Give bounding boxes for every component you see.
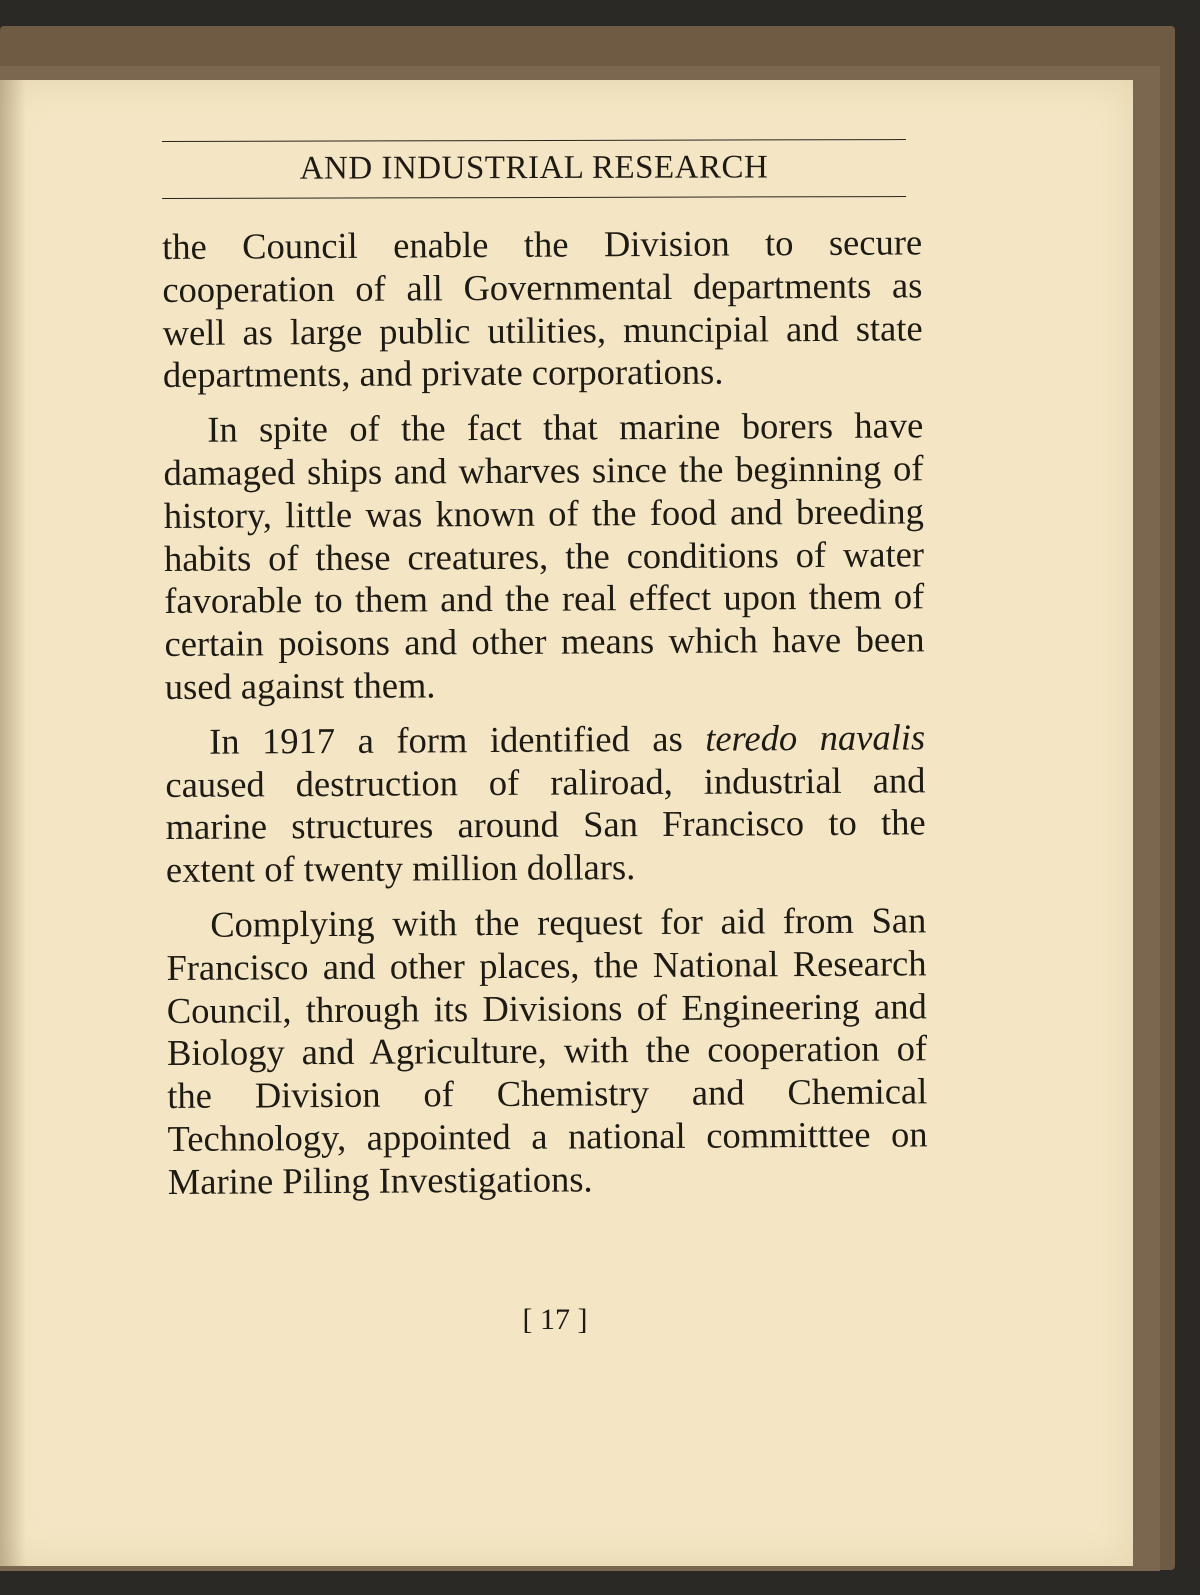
- paragraph-teredo: [165, 716, 926, 892]
- paragraph-marine-borers: In spite of the fact that marine borers have damaged ships and wharves since the beginning of history, little was known of the food and breeding habits of these creatures, the conditions of water favorable to them and the real effect upon them of certain poisons and other means which have been used against them.: [163, 404, 925, 707]
- gutter-shadow: [0, 80, 26, 1566]
- paragraph-teredo-lead: In 1917 a form identified as: [209, 717, 706, 762]
- running-title: AND INDUSTRIAL RESEARCH: [299, 149, 769, 187]
- page-number: [ 17 ]: [522, 1303, 588, 1336]
- paragraph-committee: Complying with the request for aid from San Francisco and other places, the National Research Council, through its Divisions of Engineering and Biology and Agriculture, with the cooperation of the Division of Chemistry and Chemical Technology, appointed a national committtee on Marine Piling Investigations.: [166, 899, 928, 1202]
- body-text: [162, 221, 928, 1215]
- paragraph-teredo-rest: caused destruction of raliroad, industrial and marine structures around San Francisco to the extent of twenty million dollars.: [165, 758, 926, 891]
- species-name: teredo navalis: [705, 716, 926, 759]
- paragraph-continued: the Council enable the Division to secure cooperation of all Governmental departments as well as large public utilities, muncipial and state departments, and private corporations.: [162, 221, 923, 396]
- running-header: [162, 139, 906, 199]
